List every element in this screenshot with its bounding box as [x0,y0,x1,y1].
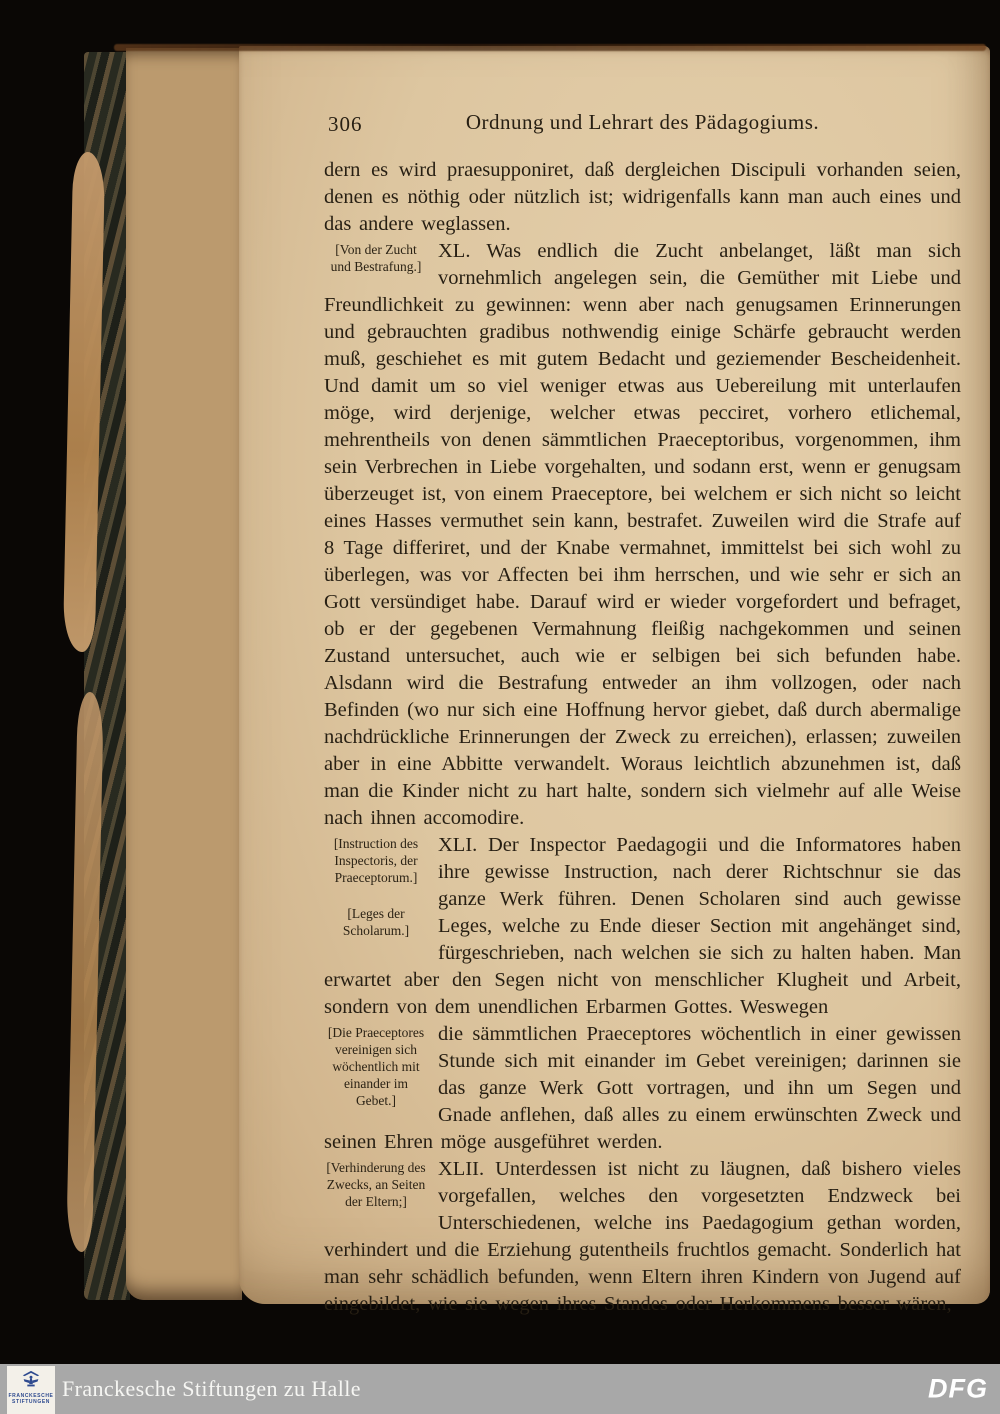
logo-caption [9,1393,54,1405]
margin-note: [Leges der Scholarum.] [342,906,410,938]
spine-torn-patch [66,692,104,1252]
margin-notes [324,1159,428,1210]
paragraph-text: XLII. Unterdessen ist nicht zu läugnen, daß bishero vieles vorgefallen, welches den vorgesetzten Endzweck bei Unterschiedenen, welche ins Paedagogium gethan worden, verhindert und die Erziehung gutentheils fruchtlos gemacht. Sonderlich hat man sehr schädlich befunden, wenn Eltern ihren Kindern von Jugend auf eingebildet, wie sie wegen ihres Standes oder Herkommens besser wären, [324,1158,961,1315]
paragraph [324,1156,961,1318]
body-text [324,157,961,1318]
logo-caption-line1: FRANCKESCHE [8,1393,54,1399]
paragraph [324,832,961,1021]
page-edge-stack [126,48,242,1300]
library-name: Franckesche Stiftungen zu Halle [62,1376,361,1401]
scanned-book-page [84,46,990,1315]
book-spine-marbled-cover [84,52,130,1300]
dfg-logo: DFG [928,1373,988,1404]
page-header [324,110,961,142]
franckesche-stiftungen-logo [7,1366,55,1414]
text-block [324,110,961,1318]
paragraph [324,157,961,238]
eagle-under-canopy-icon [20,1369,42,1391]
paragraph [324,1021,961,1156]
page-number: 306 [328,112,363,136]
viewer-footer-bar [0,1364,1000,1414]
margin-note: [Verhinderung des Zwecks, an Seiten der Eltern;] [326,1160,426,1209]
margin-note: [Instruction des Inspectoris, der Praeceptorum.] [333,836,419,885]
margin-note: [Die Praeceptores vereinigen sich wöchentlich mit einander im Gebet.] [327,1025,425,1108]
paragraph-text: dern es wird praesupponiret, daß dergleichen Discipuli vorhanden seien, denen es nöthig oder nützlich ist; widrigenfalls kann man auch eines und das andere weglassen. [324,159,961,235]
margin-notes [324,241,428,275]
paragraph-text: XLI. Der Inspector Paedagogii und die Informatores haben ihre gewisse Instruction, nach derer Richtschnur sie das ganze Werk führen. Denen Scholaren sind auch gewisse Leges, welche zu Ende dieser Section mit angehänget sind, fürgeschrieben, nach welchen sie sich zu halten haben. Man erwartet aber den Segen nicht von menschlicher Klugheit und Arbeit, sondern von dem unendlichen Erbarmen Gottes. Weswegen [324,834,961,1018]
paragraph-text: XL. Was endlich die Zucht anbelanget, läßt man sich vornehmlich angelegen sein, die Gemüther mit Liebe und Freundlichkeit zu gewinnen: wenn aber nach genugsamen Erinnerungen und gebrauchten gradibus nothwendig einige Schärfe gebraucht werden muß, geschiehet es mit gutem Bedacht und geziemender Bescheidenheit. Und damit um so viel weniger etwas aus Uebereilung mit unterlaufen möge, wird derjenige, welcher etwas pecciret, vorhero etlichemal, mehrentheils von denen sämmtlichen Praeceptoribus, vorgenommen, ihm sein Verbrechen in Liebe vorgehalten, und sodann erst, wenn er genugsam überzeuget ist, von einem Praeceptore, bei welchem er sich nicht so leicht eines Hasses vermuthet sein kann, bestrafet. Zuweilen wird die Strafe auf 8 Tage differiret, und der Knabe vermahnet, immittelst bei sich wohl zu überlegen, was vor Affecten bei ihm herrschen, und wie sehr er sich an Gott versündiget habe. Darauf wird er wieder vorgefordert und befraget, ob er der gegebenen Vermahnung fleißig nachgekommen und seinen Zustand untersuchet, auch wie er selbigen bei sich befunden habe. Alsdann wird die Bestrafung entweder an ihm vollzogen, oder nach Befinden (wo nur sich eine Hoffnung hervor giebet, daß durch abermalige nachdrückliche Erinnerungen der Zweck zu erreichen), erlassen; zuweilen aber in eine Abbitte verwandelt. Woraus leichtlich abzunehmen ist, daß man die Kinder nicht zu hart halte, sondern sich vielmehr auf alle Weise nach ihnen accomodire. [324,240,961,829]
spine-torn-patch [63,152,105,653]
margin-notes [324,835,428,939]
margin-notes [324,1024,428,1109]
margin-note: [Von der Zucht und Bestrafung.] [330,242,422,274]
running-header: Ordnung und Lehrart des Pädagogiums. [465,110,820,134]
worn-top-edge [114,44,986,51]
paragraph [324,238,961,832]
logo-caption-line2: STIFTUNGEN [12,1399,50,1405]
paragraph-text: die sämmtlichen Praeceptores wöchentlich in einer gewissen Stunde sich mit einander im Gebet vereinigen; darinnen sie das ganze Werk Gott vortragen, und ihn um Segen und Gnade anflehen, daß alles zu einem erwünschten Zweck und seinen Ehren möge ausgeführet werden. [324,1023,961,1153]
